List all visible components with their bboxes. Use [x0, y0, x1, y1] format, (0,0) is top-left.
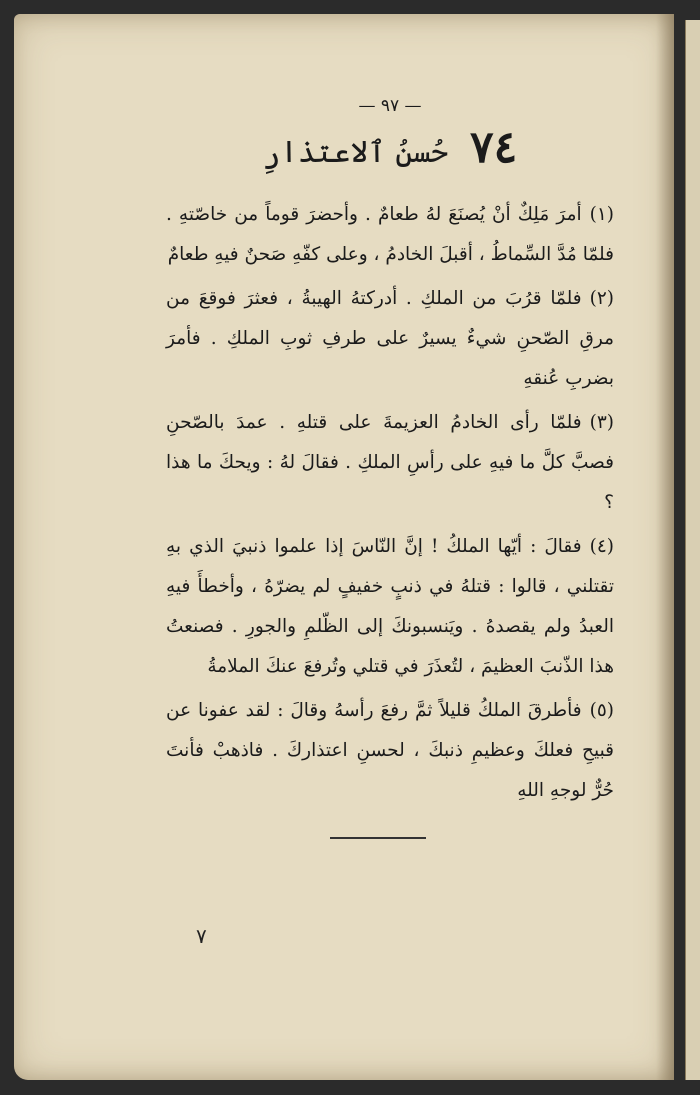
paragraph-1	[166, 195, 614, 275]
paragraph-text: فأطرقَ الملكُ قليلاً ثمَّ رفعَ رأسهُ وقالَ : لقد عفونا عن قبيحِ فعلكَ وعظيمِ ذنبكَ ، لحسنِ اعتذاركَ . فاذهبْ فأنتَ حُرٌّ لوجهِ اللهِ	[166, 700, 614, 801]
paragraph-4	[166, 527, 614, 687]
paragraph-2	[166, 279, 614, 399]
next-page-edge	[685, 20, 700, 1080]
chapter-number: ٧٤	[470, 122, 518, 173]
paragraph-5	[166, 691, 614, 811]
chapter-heading	[166, 122, 614, 173]
paragraph-text: فلمّا رأى الخادمُ العزيمةَ على قتلهِ . عمدَ بالصّحنِ فصبَّ كلَّ ما فيهِ على رأسِ الملكِ . فقالَ لهُ : ويحكَ ما هذا ؟	[166, 412, 614, 513]
chapter-title: حُسنُ ٱلاعتذارِ	[262, 135, 449, 170]
paragraph-number: (١)	[589, 204, 614, 225]
signature-mark: ٧	[196, 924, 207, 948]
paragraph-text: أمرَ مَلِكٌ أنْ يُصنَعَ لهُ طعامٌ . وأحضرَ قوماً من خاصّتهِ . فلمّا مُدَّ السِّماطُ ، أقبلَ الخادمُ ، وعلى كفّهِ صَحنٌ فيهِ طعامٌ	[166, 204, 614, 265]
paragraph-number: (٤)	[589, 536, 614, 557]
paragraph-text: فلمّا قرُبَ من الملكِ . أدركتهُ الهيبةُ ، فعثرَ فوقعَ من مرقِ الصّحنِ شيءٌ يسيرٌ على طرفِ ثوبِ الملكِ . فأمرَ بضربِ عُنقهِ	[166, 288, 614, 389]
page-number: — ٩٧ —	[358, 96, 422, 116]
page-content	[166, 96, 614, 839]
paragraph-number: (٣)	[589, 412, 614, 433]
end-rule	[330, 837, 426, 839]
paragraph-number: (٢)	[589, 288, 614, 309]
paragraph-3	[166, 403, 614, 523]
paragraph-number: (٥)	[589, 700, 614, 721]
paragraph-text: فقالَ : أيّها الملكُ ! إنَّ النّاسَ إذا علموا ذنبيَ الذي بهِ تقتلني ، قالوا : قتلهُ في ذنبٍ خفيفٍ لم يضرّهُ ، وأخطأَ فيهِ العبدُ ولم يقصدهُ . ويَنسبونكَ إلى الظّلمِ والجورِ . فصنعتُ هذا الذّنبَ العظيمَ ، لتُعذَرَ في قتلي وتُرفعَ عنكَ الملامةُ	[166, 536, 614, 677]
